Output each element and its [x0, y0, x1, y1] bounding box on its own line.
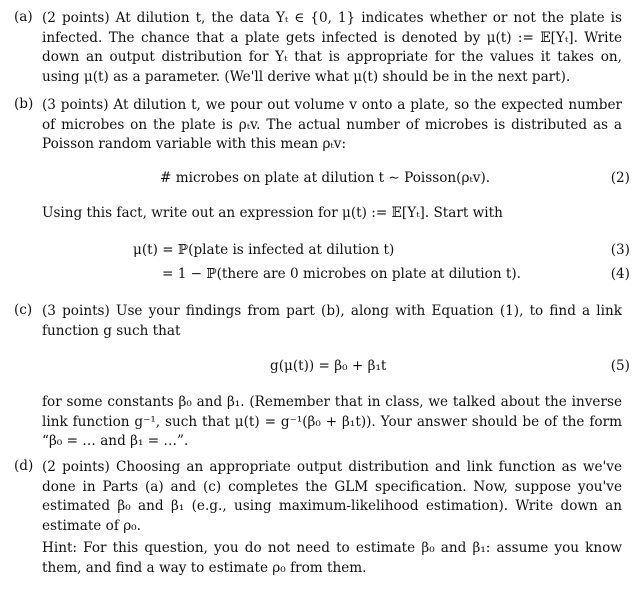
- part-d-text: (2 points) Choosing an appropriate output distribution and link function as we've done in Parts (a) and (c) completes the GLM specification. Now, suppose you've estimated β₀ and β₁ (e.g., using maximum-likelihood estimation). Write down an estimate of ρ₀.: [42, 459, 622, 534]
- equation-3: μ(t) = ℙ(plate is infected at dilution t): [133, 242, 395, 258]
- equation-4: = 1 − ℙ(there are 0 microbes on plate at dilution t).: [162, 266, 521, 282]
- part-a: [14, 9, 622, 87]
- equation-3-number: (3): [610, 242, 630, 258]
- part-b-label: (b): [14, 96, 34, 112]
- part-c: [14, 302, 622, 341]
- part-a-label: (a): [14, 9, 33, 25]
- part-d-hint: Hint: For this question, you do not need to estimate β₀ and β₁: assume you know them, and find a way to estimate ρ₀ from them.: [42, 540, 622, 576]
- part-b-continuation: Using this fact, write out an expression for μ(t) := 𝔼[Yₜ]. Start with: [42, 205, 503, 221]
- part-b: [14, 96, 622, 155]
- equation-2: # microbes on plate at dilution t ∼ Poisson(ρₜv).: [160, 170, 491, 186]
- equation-5: g(μ(t)) = β₀ + β₁t: [270, 358, 387, 374]
- part-c-after: [14, 393, 622, 452]
- part-a-text: (2 points) At dilution t, the data Yₜ ∈ {0, 1} indicates whether or not the plate is infected. The chance that a plate gets infected is denoted by μ(t) := 𝔼[Yₜ]. Write down an output distribution for Yₜ that is appropriate for the values it takes on, using μ(t) as a parameter. (We'll derive what μ(t) should be in the next part).: [42, 10, 622, 85]
- equation-2-number: (2): [610, 170, 630, 186]
- part-c-text: (3 points) Use your findings from part (b), along with Equation (1), to find a link function g such that: [42, 303, 622, 339]
- part-d: [14, 458, 622, 579]
- part-d-label: (d): [14, 458, 34, 474]
- part-c-after-text: for some constants β₀ and β₁. (Remember that in class, we talked about the inverse link function g⁻¹, such that μ(t) = g⁻¹(β₀ + β₁t)). Your answer should be of the form “β₀ = … and β₁ = …”.: [42, 394, 622, 450]
- part-b-text: (3 points) At dilution t, we pour out volume v onto a plate, so the expected number of microbes on the plate is ρₜv. The actual number of microbes is distributed as a Poisson random variable with this mean ρₜv:: [42, 97, 622, 153]
- equation-5-number: (5): [610, 358, 630, 374]
- part-c-label: (c): [14, 302, 33, 318]
- equation-4-number: (4): [610, 266, 630, 282]
